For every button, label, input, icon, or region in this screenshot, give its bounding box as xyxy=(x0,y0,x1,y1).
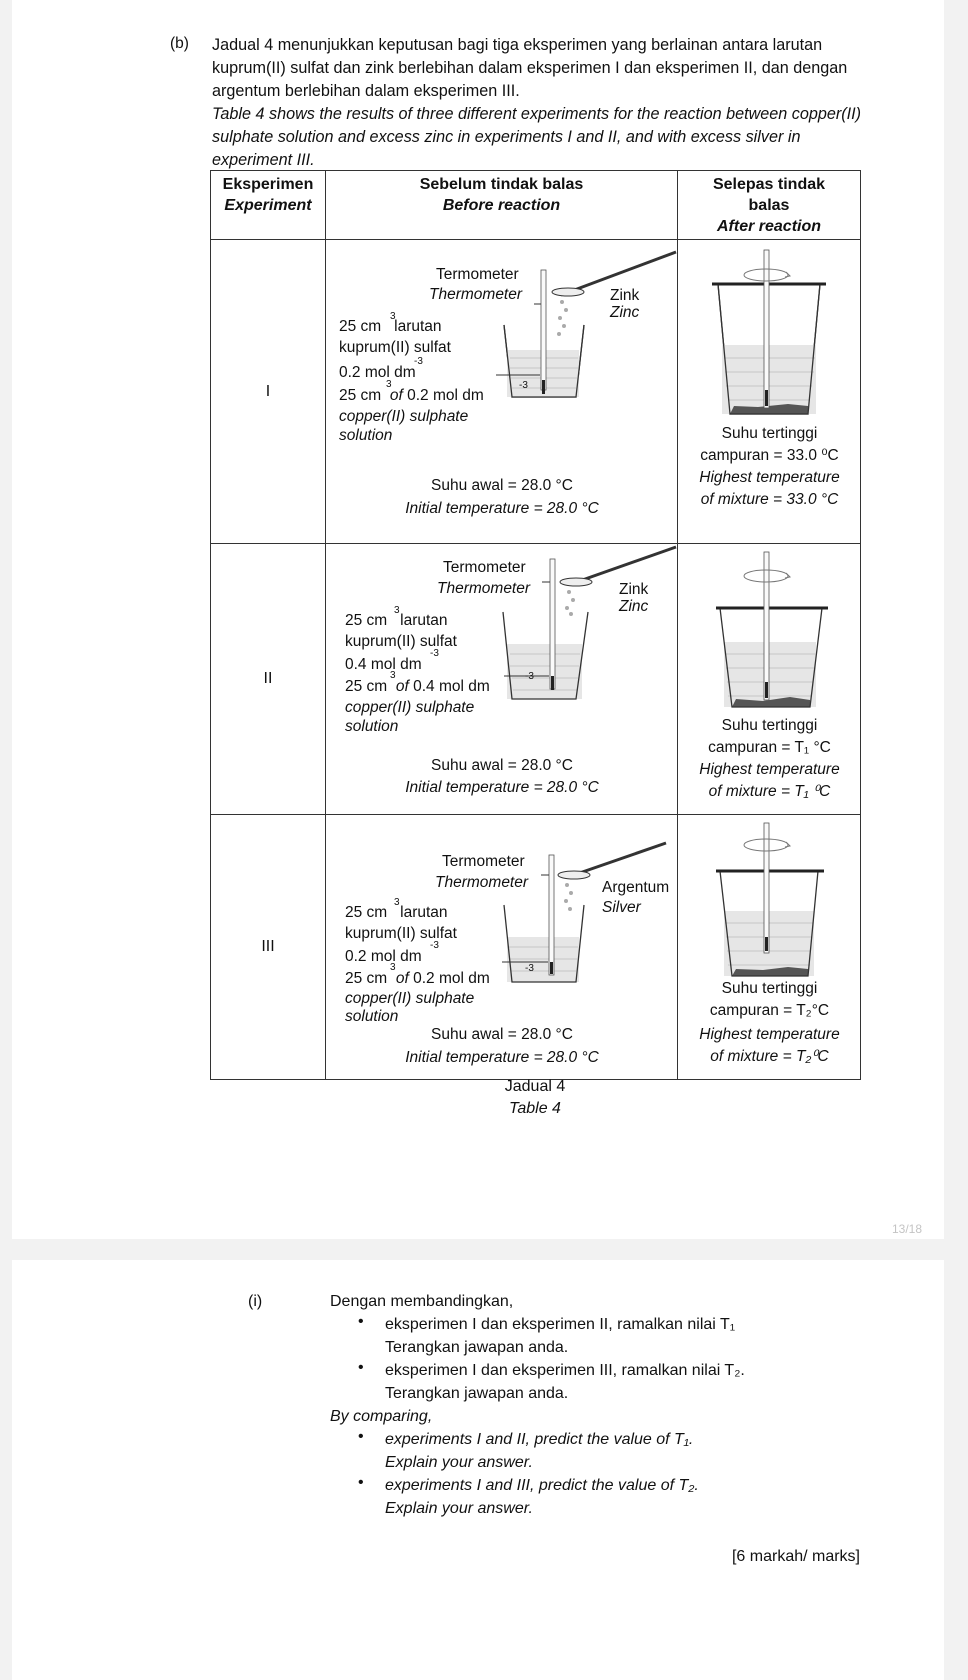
concentration: 0.2 xyxy=(345,948,367,965)
metal-label-my: Argentum xyxy=(602,879,670,896)
highest-temp-my: Suhu tertinggi xyxy=(721,980,818,997)
table-row xyxy=(211,240,861,544)
metal-label-en: Zinc xyxy=(619,598,649,615)
dm-exponent: -3 xyxy=(519,380,528,391)
solution-word: solution xyxy=(339,427,393,444)
row-number: III xyxy=(211,815,326,1080)
initial-temp-en: Initial temperature = 28.0 °C xyxy=(405,500,599,517)
dm-exponent: -3 xyxy=(414,356,423,367)
volume-my: 25 cm xyxy=(345,612,388,629)
before-cell xyxy=(326,240,677,543)
compare-intro-en: By comparing, xyxy=(330,1408,433,1425)
mixture-value: of mixture = 33.0 °C xyxy=(700,491,839,508)
conc-en: 0.2 mol dm xyxy=(407,387,484,404)
solution-name-my: kuprum(II) sulfat xyxy=(339,339,451,356)
header-before-en: Before reaction xyxy=(442,197,561,214)
volume-my: 25 cm xyxy=(339,318,382,335)
thermometer-label-my: Termometer xyxy=(436,266,519,283)
volume-my: 25 cm xyxy=(345,904,388,921)
after-cell xyxy=(678,240,860,543)
initial-temp-my: Suhu awal = 28.0 °C xyxy=(431,757,573,774)
metal-label-en: Zinc xyxy=(610,304,640,321)
bullet-en-2-line1: experiments I and III, predict the value of T₂. xyxy=(385,1477,699,1494)
dm-exponent: -3 xyxy=(525,963,534,974)
volume-en: 25 cm xyxy=(345,970,388,987)
table-row xyxy=(211,544,861,815)
highest-temp-my: Suhu tertinggi xyxy=(721,425,818,442)
solution-name-my: kuprum(II) sulfat xyxy=(345,925,457,942)
highest-temp-en: Highest temperature xyxy=(699,761,840,778)
volume-en: 25 cm xyxy=(345,678,388,695)
larutan-text: larutan xyxy=(394,318,442,335)
header-after-my-1: Selepas tindak xyxy=(712,176,826,193)
highest-temp-en: Highest temperature xyxy=(699,1026,840,1043)
page-14: (i) Dengan membandingkan, • eksperimen I dan eksperimen II, ramalkan nilai T₁ Terangkan jawapan anda. • eksperimen I dan eksperimen III, ramalkan nilai T₂. Terangkan jawapan anda. By comparing, • experiments I and II, predict the value of T₁. Explain your answer. • experiments I and III, predict the value of T₂. Explain your answer. [6 markah/ marks] xyxy=(12,1260,944,1680)
table-row xyxy=(211,815,861,1080)
initial-temp-my: Suhu awal = 28.0 °C xyxy=(431,1026,573,1043)
bullet-en-1-line1: experiments I and II, predict the value of T₁. xyxy=(385,1431,694,1448)
header-before-my: Sebelum tindak balas xyxy=(419,176,584,193)
larutan-text: larutan xyxy=(400,904,448,921)
bullet-my-1-line1: eksperimen I dan eksperimen II, ramalkan nilai T₁ xyxy=(385,1316,736,1333)
initial-temp-my: Suhu awal = 28.0 °C xyxy=(431,477,573,494)
concentration: 0.2 xyxy=(339,364,361,381)
row-number: II xyxy=(211,544,326,815)
table-header-row xyxy=(211,171,861,240)
solution-word: solution xyxy=(345,718,399,735)
question-label: (b) xyxy=(170,35,189,52)
mixture-value: of mixture = T₁ ⁰C xyxy=(708,783,831,800)
dm-exponent: -3 xyxy=(430,648,439,659)
metal-label-my: Zink xyxy=(610,287,640,304)
initial-temp-en: Initial temperature = 28.0 °C xyxy=(405,779,599,796)
conc-en: 0.2 mol dm xyxy=(413,970,490,987)
table-caption-en: Table 4 xyxy=(509,1100,561,1117)
thermometer-label-my: Termometer xyxy=(443,559,526,576)
cm-exponent: 3 xyxy=(394,897,400,908)
after-cell xyxy=(678,544,860,814)
dm-exponent: -3 xyxy=(430,940,439,951)
bullet-my-2-line2: Terangkan jawapan anda. xyxy=(385,1385,569,1402)
solution-name-my: kuprum(II) sulfat xyxy=(345,633,457,650)
page-13 xyxy=(12,0,944,1239)
before-cell xyxy=(326,815,677,1079)
thermometer-label-my: Termometer xyxy=(442,853,525,870)
campuran-value: campuran = T₁ °C xyxy=(708,739,831,756)
subquestion-label: (i) xyxy=(248,1293,263,1310)
marks-label: [6 markah/ marks] xyxy=(731,1548,860,1565)
table-caption-my: Jadual 4 xyxy=(504,1078,566,1095)
cm-exponent: 3 xyxy=(390,670,396,681)
mol-dm-unit: mol dm xyxy=(364,364,416,381)
cm-exponent: 3 xyxy=(394,605,400,616)
header-experiment-my: Eksperimen xyxy=(222,176,314,193)
compare-intro-my: Dengan membandingkan, xyxy=(330,1293,514,1310)
bullet-my-1-line2: Terangkan jawapan anda. xyxy=(385,1339,569,1356)
header-experiment-en: Experiment xyxy=(224,197,312,214)
volume-en: 25 cm xyxy=(339,387,382,404)
campuran-value: campuran = T₂°C xyxy=(709,1002,830,1019)
intro-malay: Jadual 4 menunjukkan keputusan bagi tiga eksperimen yang berlainan antara larutan kuprum(II) sulfat dan zink berlebihan dalam eksperimen I dan eksperimen II, dan dengan argentum berlebihan dalam eksperimen III. xyxy=(212,36,848,100)
after-cell xyxy=(678,815,860,1079)
dm-exponent: -3 xyxy=(525,671,534,682)
cm-exponent: 3 xyxy=(390,962,396,973)
highest-temp-my: Suhu tertinggi xyxy=(721,717,818,734)
concentration: 0.4 xyxy=(345,656,367,673)
campuran-value: campuran = 33.0 ⁰C xyxy=(700,447,839,464)
page-number: 13/18 xyxy=(891,1222,922,1236)
metal-label-en: Silver xyxy=(602,899,641,916)
solution-name-en: copper(II) sulphate xyxy=(345,699,475,716)
cm-exponent: 3 xyxy=(390,311,396,322)
results-table xyxy=(210,170,861,1080)
highest-temp-en: Highest temperature xyxy=(699,469,840,486)
intro-english: Table 4 shows the results of three different experiments for the reaction between copper(II) sulphate solution and excess zinc in experiments I and II, and with excess silver in experiment III. xyxy=(212,105,862,169)
row-number: I xyxy=(211,240,326,544)
of-text: of xyxy=(395,970,409,987)
before-cell xyxy=(326,544,677,814)
mol-dm-unit: mol dm xyxy=(370,656,422,673)
thermometer-label-en: Thermometer xyxy=(435,874,529,891)
mol-dm-unit: mol dm xyxy=(370,948,422,965)
solution-name-en: copper(II) sulphate xyxy=(339,408,469,425)
bullet-en-1-line2: Explain your answer. xyxy=(385,1454,533,1471)
initial-temp-en: Initial temperature = 28.0 °C xyxy=(405,1049,599,1066)
metal-label-my: Zink xyxy=(619,581,649,598)
of-text: of xyxy=(395,678,409,695)
header-after-my-2: balas xyxy=(748,197,790,214)
header-after-en: After reaction xyxy=(716,218,822,235)
solution-name-en: copper(II) sulphate xyxy=(345,990,475,1007)
solution-word: solution xyxy=(345,1008,399,1025)
mixture-value: of mixture = T₂⁰C xyxy=(710,1048,829,1065)
cm-exponent: 3 xyxy=(386,379,392,390)
bullet-en-2-line2: Explain your answer. xyxy=(385,1500,533,1517)
thermometer-label-en: Thermometer xyxy=(437,580,531,597)
bullet-my-2-line1: eksperimen I dan eksperimen III, ramalkan nilai T₂. xyxy=(385,1362,745,1379)
thermometer-label-en: Thermometer xyxy=(429,286,523,303)
larutan-text: larutan xyxy=(400,612,448,629)
of-text: of xyxy=(389,387,403,404)
conc-en: 0.4 mol dm xyxy=(413,678,490,695)
